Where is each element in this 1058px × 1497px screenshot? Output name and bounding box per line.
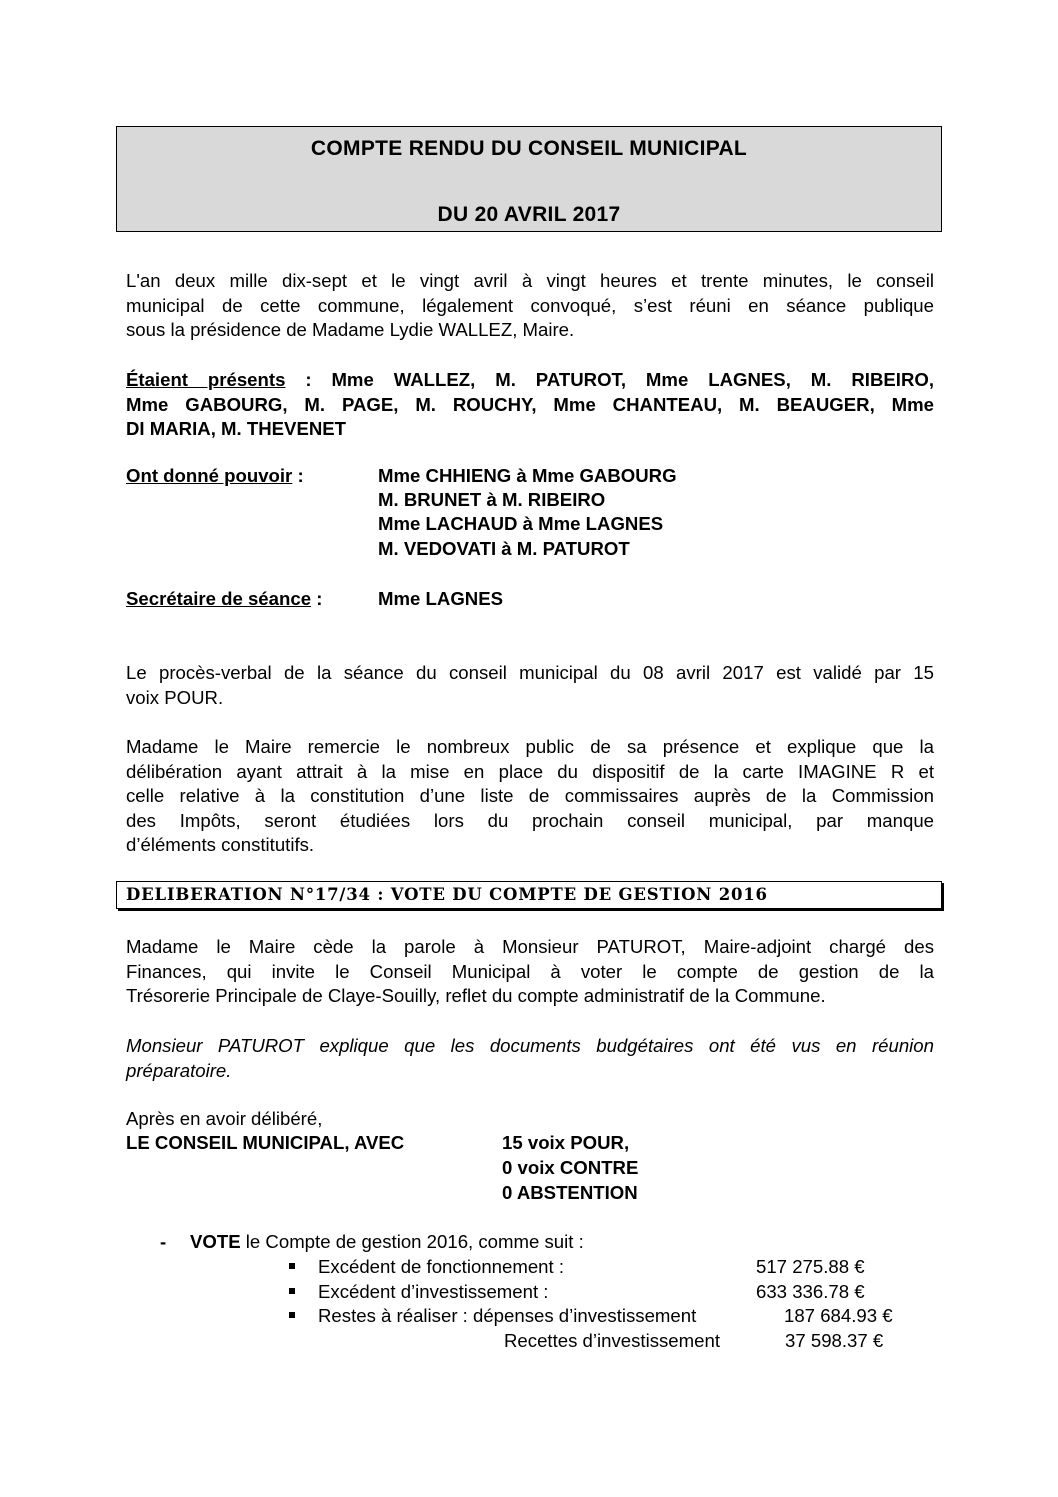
paturot-line: préparatoire. xyxy=(126,1059,232,1081)
item-label: Restes à réaliser : dépenses d’investissement xyxy=(318,1305,697,1326)
maire-line: d’éléments constitutifs. xyxy=(126,834,315,855)
presents-line: DI MARIA, M. THEVENET xyxy=(126,418,347,439)
bullet-icon xyxy=(289,1288,295,1294)
presents-line xyxy=(126,368,934,393)
pv-line: Le procès-verbal de la séance du conseil municipal du 08 avril 2017 est validé par 15 xyxy=(126,662,934,683)
vote-word: VOTE xyxy=(190,1231,241,1252)
recettes-label: Recettes d’investissement xyxy=(504,1330,720,1351)
presents-label: Étaient présents xyxy=(126,369,286,390)
recettes-value: 37 598.37 € xyxy=(785,1330,884,1351)
apres-deliberation: Après en avoir délibéré, xyxy=(126,1108,323,1129)
vote-pour: 15 voix POUR, xyxy=(502,1132,630,1153)
pouvoirs-label: Ont donné pouvoir xyxy=(126,465,293,486)
deliberation-line: Finances, qui invite le Conseil Municipal à voter le compte de gestion de la xyxy=(126,960,934,982)
deliberation-title: DELIBERATION N°17/34 : VOTE DU COMPTE DE GESTION 2016 xyxy=(126,885,768,904)
deliberation-heading-box xyxy=(116,881,942,909)
paturot-paragraph xyxy=(126,1034,934,1083)
secretaire-separator: : xyxy=(311,588,323,609)
paturot-line: Monsieur PATUROT explique que les documents budgétaires ont été vus en réunion xyxy=(126,1035,934,1056)
item-value: 187 684.93 € xyxy=(784,1305,893,1326)
secretaire-value: Mme LAGNES xyxy=(378,588,504,609)
deliberation-line: Trésorerie Principale de Claye-Souilly, reflet du compte administratif de la Commune. xyxy=(126,985,826,1006)
secretaire-heading xyxy=(126,587,322,612)
title-box xyxy=(116,126,942,232)
item-label: Excédent de fonctionnement : xyxy=(318,1256,565,1277)
presents-names: : Mme WALLEZ, M. PATUROT, Mme LAGNES, M. RIBEIRO, xyxy=(285,369,934,390)
presents-line: Mme GABOURG, M. PAGE, M. ROUCHY, Mme CHANTEAU, M. BEAUGER, Mme xyxy=(126,393,934,415)
list-dash: - xyxy=(160,1231,167,1252)
conseil-label: LE CONSEIL MUNICIPAL, AVEC xyxy=(126,1132,405,1153)
vote-abstention: 0 ABSTENTION xyxy=(502,1182,638,1203)
intro-paragraph xyxy=(126,269,934,343)
pouvoir-item: M. VEDOVATI à M. PATUROT xyxy=(378,538,630,559)
pv-paragraph xyxy=(126,661,934,710)
item-value: 633 336.78 € xyxy=(756,1281,865,1302)
document-title: COMPTE RENDU DU CONSEIL MUNICIPAL xyxy=(310,137,748,160)
deliberation-line: Madame le Maire cède la parole à Monsieur PATUROT, Maire-adjoint chargé des xyxy=(126,936,934,957)
pv-line: voix POUR. xyxy=(126,686,224,708)
pouvoir-item: Mme CHHIENG à Mme GABOURG xyxy=(378,465,677,486)
maire-line: délibération ayant attrait à la mise en place du dispositif de la carte IMAGINE R et xyxy=(126,760,934,782)
bullet-icon xyxy=(289,1263,295,1269)
pouvoir-item: M. BRUNET à M. RIBEIRO xyxy=(378,489,606,510)
maire-line: des Impôts, seront étudiées lors du prochain conseil municipal, par manque xyxy=(126,809,934,831)
bullet-icon xyxy=(289,1312,295,1318)
maire-line: Madame le Maire remercie le nombreux public de sa présence et explique que la xyxy=(126,736,934,757)
vote-contre: 0 voix CONTRE xyxy=(502,1157,639,1178)
maire-line: celle relative à la constitution d’une liste de commissaires auprès de la Commission xyxy=(126,785,934,806)
pouvoirs-heading xyxy=(126,464,304,489)
maire-paragraph xyxy=(126,735,934,858)
intro-line: L'an deux mille dix-sept et le vingt avril à vingt heures et trente minutes, le conseil xyxy=(126,270,934,291)
vote-rest: le Compte de gestion 2016, comme suit : xyxy=(240,1231,584,1252)
intro-line: sous la présidence de Madame Lydie WALLEZ, Maire. xyxy=(126,319,575,340)
document-date: DU 20 AVRIL 2017 xyxy=(437,203,621,226)
vote-line xyxy=(190,1230,584,1255)
item-label: Excédent d’investissement : xyxy=(318,1281,549,1302)
presents-paragraph xyxy=(126,368,934,442)
pouvoir-item: Mme LACHAUD à Mme LAGNES xyxy=(378,513,664,534)
pouvoirs-separator: : xyxy=(292,465,304,486)
intro-line: municipal de cette commune, légalement convoqué, s’est réuni en séance publique xyxy=(126,294,934,316)
deliberation-paragraph xyxy=(126,935,934,1009)
item-value: 517 275.88 € xyxy=(756,1256,865,1277)
secretaire-label: Secrétaire de séance xyxy=(126,588,312,609)
